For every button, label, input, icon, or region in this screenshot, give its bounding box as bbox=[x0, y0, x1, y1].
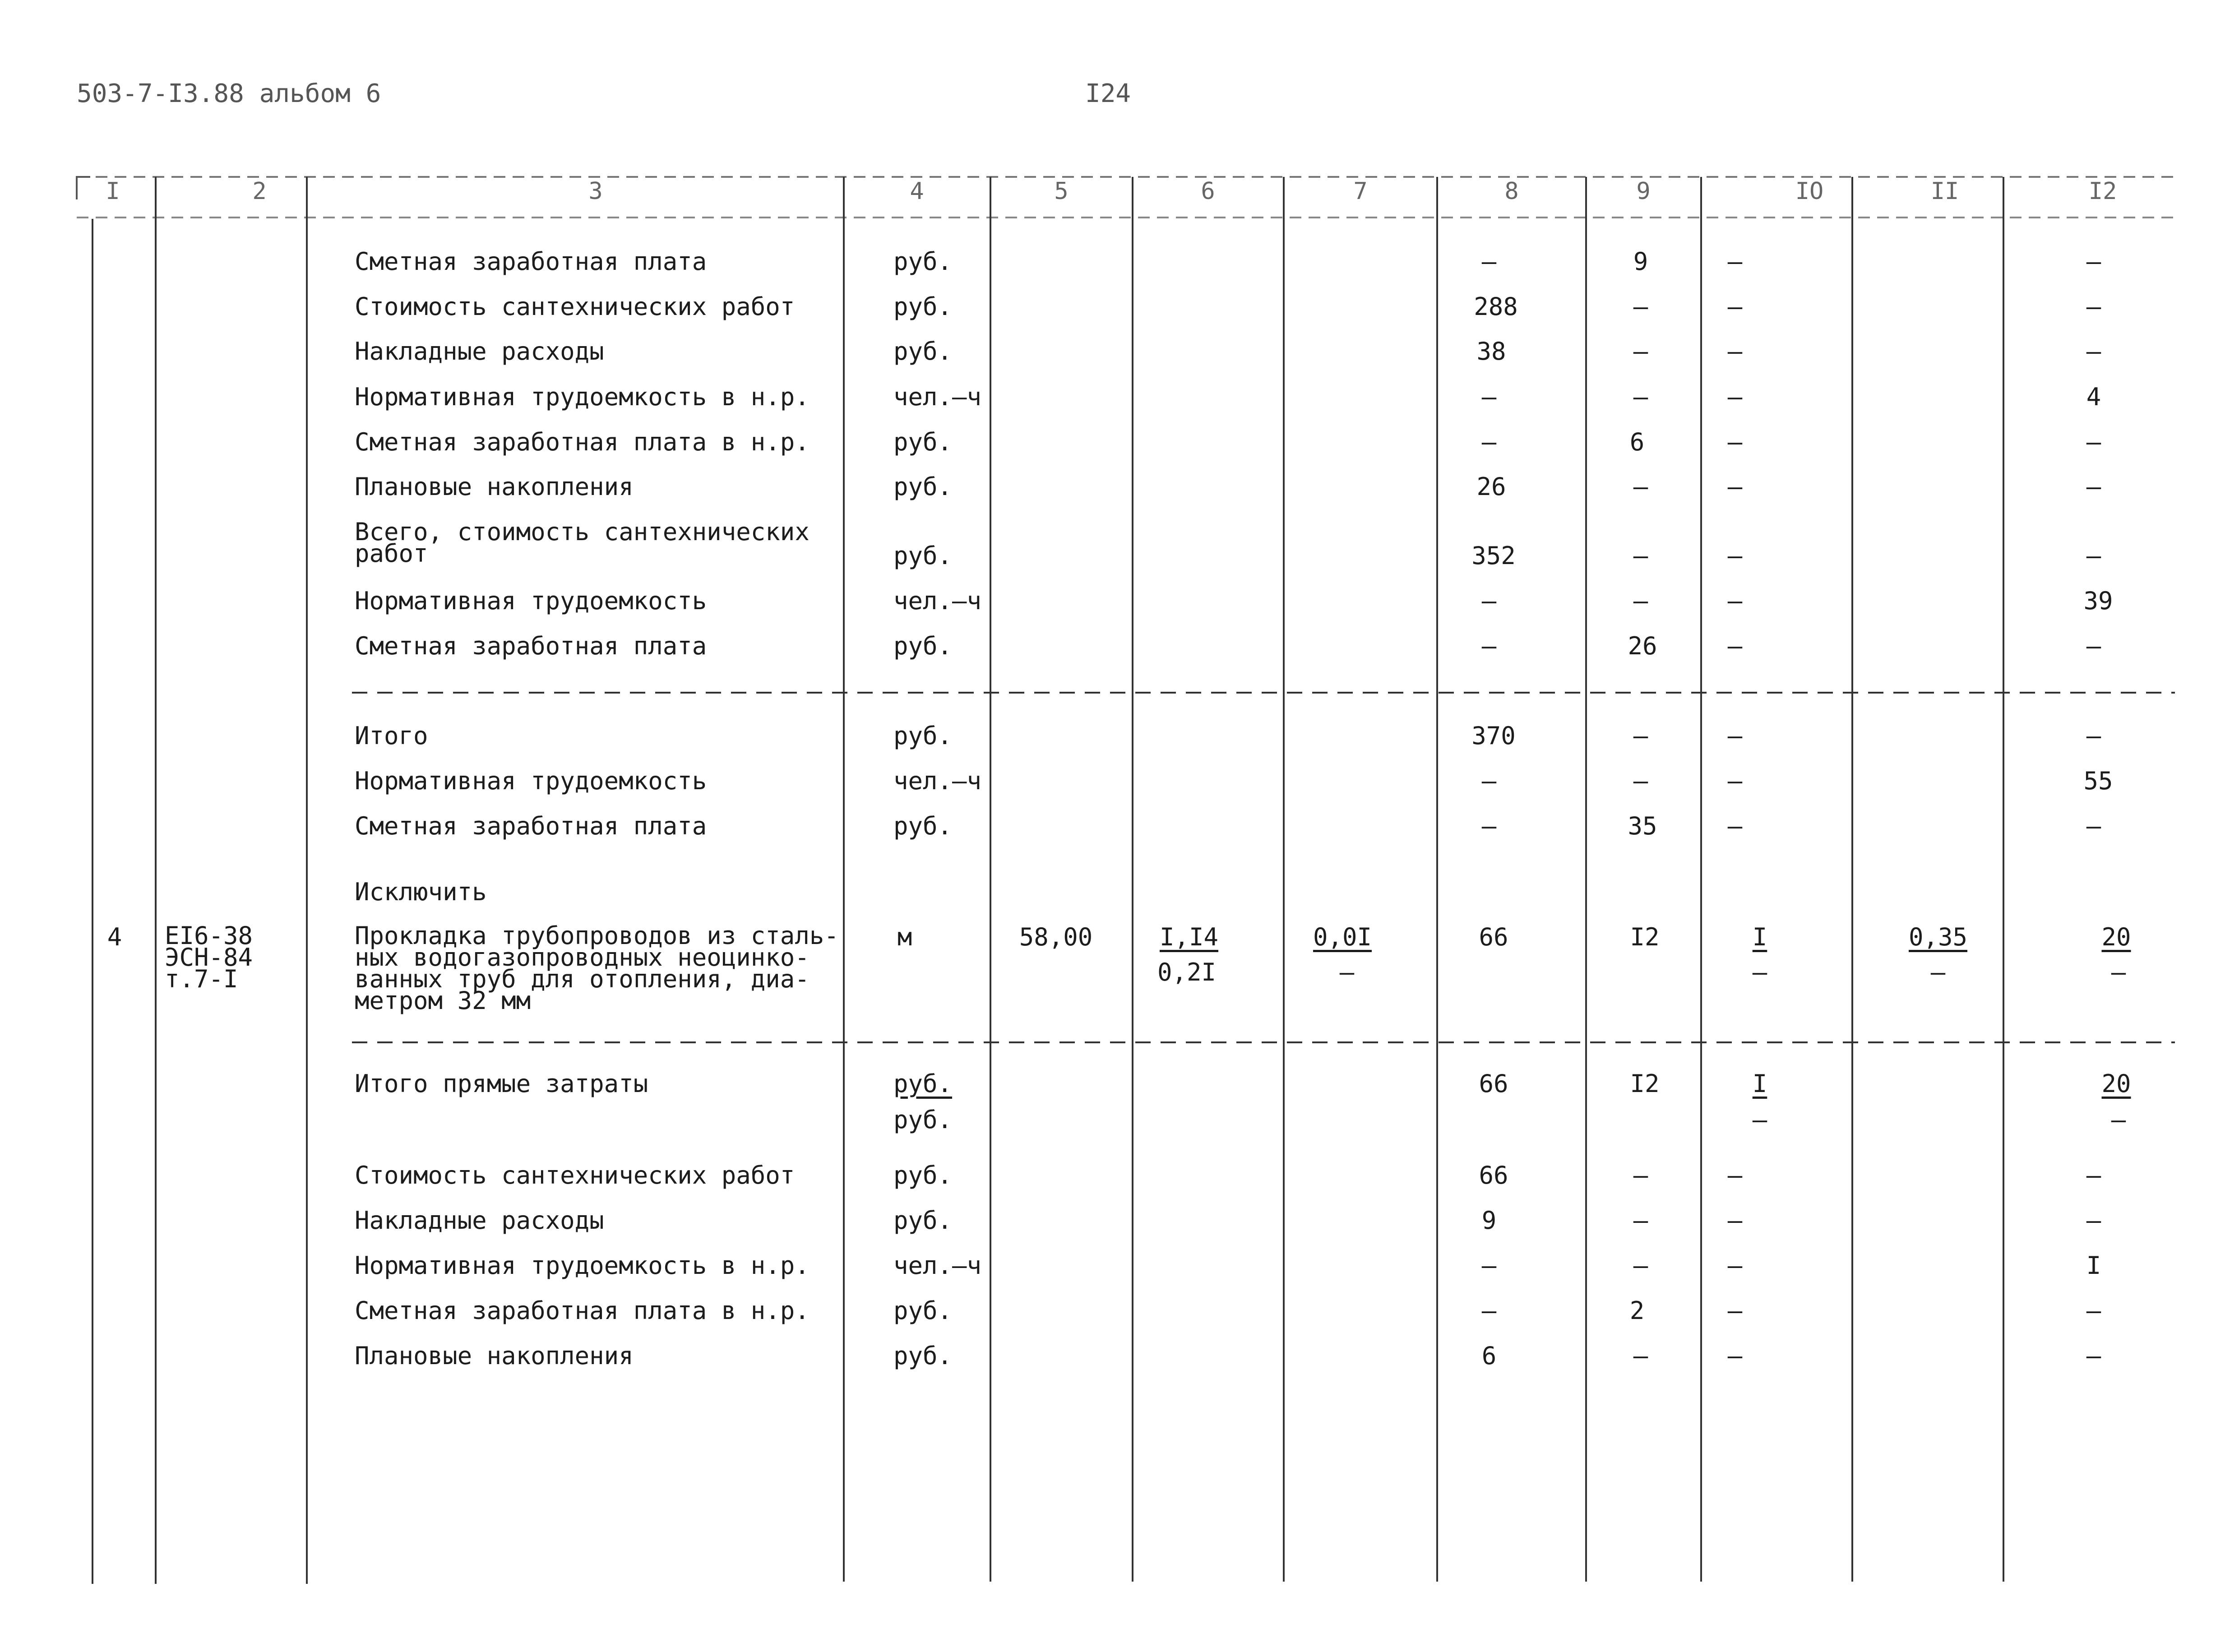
row-unit-bottom: руб. bbox=[893, 1106, 953, 1134]
cell-col12: – bbox=[2086, 1161, 2101, 1189]
row-unit: руб. bbox=[893, 1342, 953, 1370]
cell-col12: – bbox=[2086, 292, 2101, 321]
row-unit: руб. bbox=[893, 1206, 953, 1235]
cell-col12: – bbox=[2086, 632, 2101, 660]
cell-col9: 9 bbox=[1633, 247, 1648, 276]
cell-col12: – bbox=[2086, 1206, 2101, 1235]
row-unit: руб. bbox=[893, 722, 953, 750]
cell-col8: 352 bbox=[1471, 541, 1516, 570]
row-unit: чел.–ч bbox=[893, 383, 982, 411]
cell-col8: – bbox=[1481, 247, 1497, 276]
cell-col8: – bbox=[1481, 632, 1497, 660]
column-number: I2 bbox=[2088, 178, 2117, 205]
cell-col8: – bbox=[1481, 383, 1497, 411]
column-number: 4 bbox=[910, 178, 924, 205]
cell-col10: – bbox=[1727, 1251, 1743, 1280]
row-unit: руб. bbox=[893, 337, 953, 366]
cell-col11-bottom: – bbox=[1930, 958, 1946, 986]
row-label: Стоимость сантехнических работ bbox=[355, 1161, 795, 1189]
cell-col9: – bbox=[1633, 383, 1648, 411]
cell-col9: 26 bbox=[1628, 632, 1657, 660]
row-unit: руб. bbox=[893, 632, 953, 660]
cell-col10: – bbox=[1727, 1161, 1743, 1189]
cell-col9: – bbox=[1633, 1161, 1648, 1189]
cell-col10: – bbox=[1727, 1206, 1743, 1235]
row-label: Нормативная трудоемкость bbox=[355, 587, 707, 615]
cell-col8: – bbox=[1481, 767, 1497, 795]
row-unit: руб. bbox=[893, 541, 953, 570]
column-number: I bbox=[106, 178, 120, 205]
cell-col9: – bbox=[1633, 541, 1648, 570]
cell-col8: – bbox=[1481, 1251, 1497, 1280]
row-label: Сметная заработная плата bbox=[355, 632, 707, 660]
cell-col10: – bbox=[1727, 383, 1743, 411]
norm-code: EI6-38 ЭСН-84 т.7-I bbox=[165, 921, 253, 993]
cell-col12: – bbox=[2086, 541, 2101, 570]
cell-col12: – bbox=[2086, 1342, 2101, 1370]
cell-col12: 4 bbox=[2086, 383, 2101, 411]
cell-col9: – bbox=[1633, 337, 1648, 366]
row-unit: руб. bbox=[893, 472, 953, 501]
row-unit: руб. bbox=[893, 1296, 953, 1325]
column-number: II bbox=[1930, 178, 1959, 205]
cell-col8: 6 bbox=[1481, 1342, 1497, 1370]
cell-col9: – bbox=[1633, 472, 1648, 501]
column-number: 6 bbox=[1201, 178, 1215, 205]
cell-col8: 38 bbox=[1476, 337, 1506, 366]
cell-col10: – bbox=[1727, 1296, 1743, 1325]
cell-col8: 26 bbox=[1476, 472, 1506, 501]
cell-col6-bottom: 0,2I bbox=[1157, 958, 1217, 986]
cell-col9: I2 bbox=[1630, 923, 1660, 951]
row-label: Всего, стоимость сантехнических работ bbox=[355, 518, 810, 568]
cell-col9: – bbox=[1633, 767, 1648, 795]
cell-col10-top: I bbox=[1752, 1069, 1767, 1098]
cell-col12: – bbox=[2086, 812, 2101, 840]
cell-unit: м bbox=[897, 923, 912, 951]
row-label: Плановые накопления bbox=[355, 1342, 634, 1370]
exclude-heading: Исключить bbox=[355, 878, 487, 906]
cell-col8: 66 bbox=[1479, 1069, 1508, 1098]
cell-col10: – bbox=[1727, 812, 1743, 840]
cell-col9: – bbox=[1633, 587, 1648, 615]
cell-col10-top: I bbox=[1752, 923, 1767, 951]
column-number: IO bbox=[1795, 178, 1824, 205]
row-label: Итого прямые затраты bbox=[355, 1069, 648, 1098]
row-unit: руб. bbox=[893, 812, 953, 840]
cell-col12-top: 20 bbox=[2101, 1069, 2131, 1098]
cell-col10: – bbox=[1727, 541, 1743, 570]
row-unit: руб. bbox=[893, 428, 953, 456]
column-number: 7 bbox=[1353, 178, 1368, 205]
cell-col10: – bbox=[1727, 1342, 1743, 1370]
row-label: Итого bbox=[355, 722, 428, 750]
row-label: Нормативная трудоемкость bbox=[355, 767, 707, 795]
row-unit: руб. bbox=[893, 247, 953, 276]
cell-col12-top: 20 bbox=[2101, 923, 2131, 951]
cell-col8: 370 bbox=[1471, 722, 1516, 750]
row-label: Сметная заработная плата bbox=[355, 812, 707, 840]
cell-col9: I2 bbox=[1630, 1069, 1660, 1098]
cell-col7-bottom: – bbox=[1339, 958, 1355, 986]
cell-col11-top: 0,35 bbox=[1908, 923, 1968, 951]
row-unit: чел.–ч bbox=[893, 767, 982, 795]
cell-col12: I bbox=[2086, 1251, 2101, 1280]
row-unit: руб. bbox=[893, 292, 953, 321]
cell-col8: 66 bbox=[1479, 923, 1508, 951]
cell-col5: 58,00 bbox=[1019, 923, 1093, 951]
cell-col10-bottom: – bbox=[1752, 1106, 1767, 1134]
row-label: Накладные расходы bbox=[355, 337, 604, 366]
row-label: Накладные расходы bbox=[355, 1206, 604, 1235]
column-number: 9 bbox=[1636, 178, 1651, 205]
cell-col6-top: I,I4 bbox=[1159, 923, 1219, 951]
row-unit: чел.–ч bbox=[893, 1251, 982, 1280]
cell-col10: – bbox=[1727, 722, 1743, 750]
cell-col8: – bbox=[1481, 812, 1497, 840]
column-number: 8 bbox=[1504, 178, 1519, 205]
cell-col12: – bbox=[2086, 247, 2101, 276]
cell-col12: 55 bbox=[2083, 767, 2113, 795]
cell-col8: – bbox=[1481, 1296, 1497, 1325]
cell-col8: 66 bbox=[1479, 1161, 1508, 1189]
cell-col10-bottom: – bbox=[1752, 958, 1767, 986]
row-label: Сметная заработная плата в н.р. bbox=[355, 1296, 810, 1325]
column-number: 2 bbox=[252, 178, 267, 205]
cell-col10: – bbox=[1727, 472, 1743, 501]
row-label: Сметная заработная плата bbox=[355, 247, 707, 276]
document-code: 503-7-I3.88 альбом 6 bbox=[77, 79, 381, 108]
cell-col9: – bbox=[1633, 1342, 1648, 1370]
cell-col8: – bbox=[1481, 587, 1497, 615]
cell-col12-bottom: – bbox=[2111, 958, 2126, 986]
cell-col9: – bbox=[1633, 1206, 1648, 1235]
cell-col9: – bbox=[1633, 722, 1648, 750]
cell-col10: – bbox=[1727, 428, 1743, 456]
row-unit: руб. bbox=[893, 1161, 953, 1189]
cell-col9: 6 bbox=[1629, 428, 1645, 456]
page-number: I24 bbox=[1085, 79, 1131, 108]
cell-col9: 2 bbox=[1629, 1296, 1645, 1325]
cell-col10: – bbox=[1727, 587, 1743, 615]
row-label: Плановые накопления bbox=[355, 472, 634, 501]
cell-col10: – bbox=[1727, 337, 1743, 366]
cell-col12: – bbox=[2086, 722, 2101, 750]
cell-col12: – bbox=[2086, 472, 2101, 501]
row-label: Нормативная трудоемкость в н.р. bbox=[355, 1251, 810, 1280]
cell-col12: – bbox=[2086, 337, 2101, 366]
row-label: Стоимость сантехнических работ bbox=[355, 292, 795, 321]
row-label: Нормативная трудоемкость в н.р. bbox=[355, 383, 810, 411]
cell-col10: – bbox=[1727, 767, 1743, 795]
cell-col10: – bbox=[1727, 632, 1743, 660]
cell-col10: – bbox=[1727, 247, 1743, 276]
row-unit-top: руб. bbox=[893, 1069, 953, 1098]
cell-col8: 9 bbox=[1481, 1206, 1497, 1235]
cell-col12-bottom: – bbox=[2111, 1106, 2126, 1134]
cell-col9: – bbox=[1633, 292, 1648, 321]
cell-col8: 288 bbox=[1474, 292, 1518, 321]
row-number: 4 bbox=[107, 923, 122, 951]
work-description: Прокладка трубопроводов из сталь- ных водогазопроводных неоцинко- ванных труб для отопления, диа- метром 32 мм bbox=[355, 921, 839, 1015]
row-label: Сметная заработная плата в н.р. bbox=[355, 428, 810, 456]
row-unit: чел.–ч bbox=[893, 587, 982, 615]
cell-col10: – bbox=[1727, 292, 1743, 321]
cell-col9: – bbox=[1633, 1251, 1648, 1280]
cell-col12: 39 bbox=[2083, 587, 2113, 615]
cell-col12: – bbox=[2086, 1296, 2101, 1325]
cell-col8: – bbox=[1481, 428, 1497, 456]
column-number: 5 bbox=[1054, 178, 1069, 205]
column-number: 3 bbox=[588, 178, 603, 205]
cell-col7-top: 0,0I bbox=[1313, 923, 1372, 951]
cell-col9: 35 bbox=[1628, 812, 1657, 840]
cell-col12: – bbox=[2086, 428, 2101, 456]
